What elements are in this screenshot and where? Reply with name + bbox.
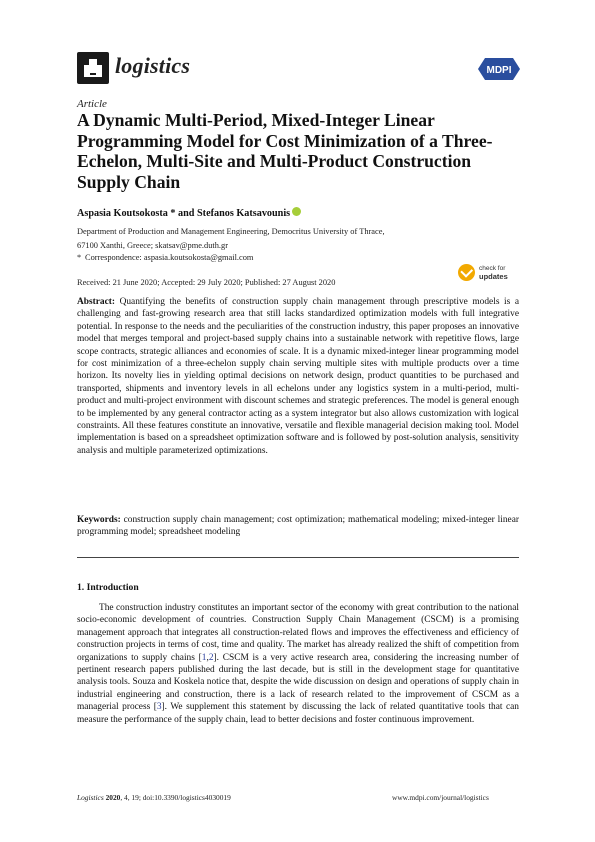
intro-text-2: ]. CSCM is a very active research area, considering the increasing number of pertinent research papers published during the last decade, but is still in the development stage for quantitative analysis tools. Souza and Koskela notice that, despite the wide discussion on design and operations of supply chain in industrial engineering and construction, there is a lack of research related to the improvement of CSCM as a managerial process [ (77, 652, 520, 713)
section-heading-introduction: 1. Introduction (77, 582, 139, 593)
authors (77, 207, 301, 219)
keywords (77, 514, 519, 539)
journal-logo (77, 52, 109, 84)
footer-url[interactable]: www.mdpi.com/journal/logistics (392, 793, 489, 802)
intro-text-1: The construction industry constitutes an important sector of the economy with great contribution to the national socio-economic development of countries. Construction Supply Chain Management (CSCM) is a promising management approach that integrates all construction-related flows and improves the effectiveness and efficiency of construction projects in terms of cost, time and quality. The market has already realized the shift of competition from organizations to supply chains [ (77, 603, 519, 663)
citation-separator: , (206, 652, 209, 663)
mdpi-logo[interactable] (478, 58, 520, 85)
intro-text-3: ]. We supplement this statement by discussing the lack of related quantitative tools that can measure the performance of the supply chain, lead to better decisions and foster continuous improvement. (77, 702, 519, 725)
citation-link-3[interactable]: 3 (156, 702, 162, 713)
footer-citation-rest: , 4, 19; doi:10.3390/logistics4030019 (120, 793, 231, 802)
journal-name: logistics (115, 53, 191, 78)
footer-journal: Logistics (77, 793, 104, 802)
abstract (77, 296, 519, 457)
check-updates-line1: check for (479, 265, 506, 272)
check-updates-line2: updates (479, 272, 508, 281)
check-updates-icon (458, 264, 475, 281)
affiliation-line-1: Department of Production and Management Engineering, Democritus University of Thrace, (77, 227, 385, 236)
article-title: A Dynamic Multi-Period, Mixed-Integer Linear Programming Model for Cost Minimization of a Three-Echelon, Multi-Site and Multi-Product Construction Supply Chain (77, 110, 493, 192)
article-type: Article (77, 98, 107, 110)
publication-dates: Received: 21 June 2020; Accepted: 29 July 2020; Published: 27 August 2020 (77, 278, 336, 287)
correspondence-text: Correspondence: aspasia.koutsokosta@gmail.com (85, 253, 254, 262)
abstract-label: Abstract: (77, 297, 116, 307)
package-icon (82, 57, 104, 79)
footer-citation (77, 793, 231, 802)
abstract-text: Quantifying the benefits of construction supply chain management through prescriptive models is a challenging and fast-growing research area that still lacks standardized optimization models with full integrative potential. In response to the needs and the peculiarities of the construction industry, this paper proposes an innovative model that merges temporal and project-based supply chains into a sustainable network with repetitive flows, large scope contracts, strategic alliances and economies of scale. It is a dynamic mixed-integer linear programming model for cost minimization of a three-echelon supply chain serving multiple sites with multiple products over a time horizon. Its novelty lies in yielding optimal decisions on network design, product quantities to be purchased and transported, shipments and inventory levels in all echelons under any logistics system in a multi-period, multi-product and multi-project environment with discount schemes and strategic preferences. The model is general enough to be implemented by any general contractor acting as a system integrator but also allows customization with logical constraints. All these features constitute an innovative, versatile and flexible managerial decision making tool. Model implementation is based on a spreadsheet optimization software and is followed by post-solution analysis, sensitivity analysis and multiple parameterized optimizations. (77, 297, 519, 456)
orcid-icon[interactable] (292, 207, 301, 216)
citation-link-1[interactable]: 1 (201, 652, 207, 663)
check-for-updates-badge[interactable] (458, 262, 520, 286)
affiliation-line-2: 67100 Xanthi, Greece; skatsav@pme.duth.gr (77, 241, 228, 250)
svg-text:MDPI: MDPI (486, 65, 512, 76)
footer-year: 2020 (105, 793, 121, 802)
correspondence-star: * (77, 253, 82, 262)
correspondence (77, 253, 253, 262)
author-names: Aspasia Koutsokosta * and Stefanos Katsavounis (77, 208, 291, 219)
keywords-text: construction supply chain management; cost optimization; mathematical modeling; mixed-integer linear programming model; spreadsheet modeling (77, 515, 519, 538)
section-divider (77, 557, 519, 558)
keywords-label: Keywords: (77, 515, 121, 525)
introduction-paragraph (77, 602, 519, 726)
citation-link-2[interactable]: 2 (208, 652, 214, 663)
